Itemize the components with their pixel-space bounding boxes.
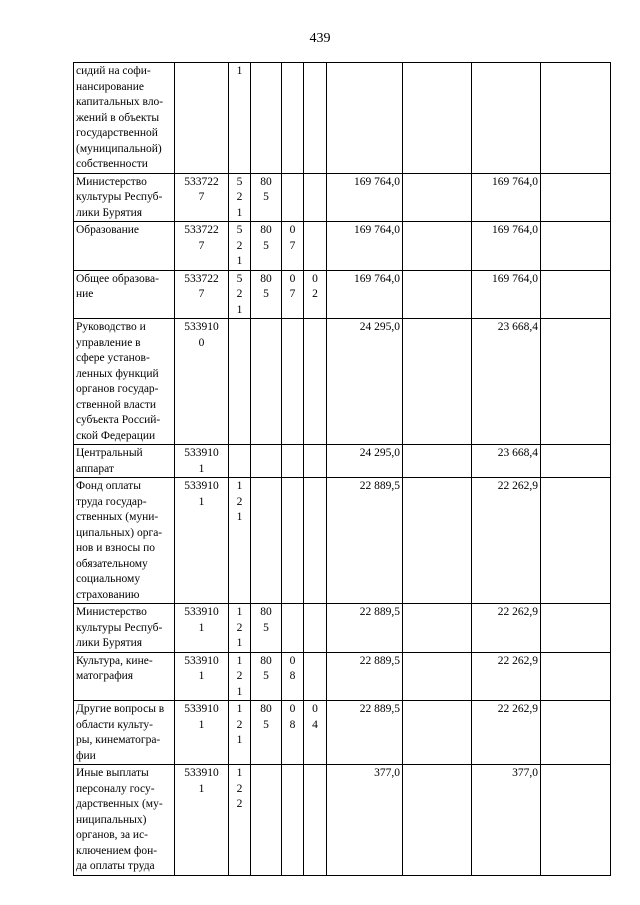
- target-code-cell: 533722 7: [175, 173, 229, 222]
- expense-type-cell: 1 2 1: [229, 652, 251, 701]
- table-row: [74, 270, 611, 319]
- amount-cell-4: [541, 765, 611, 876]
- target-code-cell: 533910 1: [175, 765, 229, 876]
- amount-cell-2: [403, 222, 472, 271]
- row-name-cell: Культура, кине- матография: [74, 652, 175, 701]
- amount-cell-4: [541, 478, 611, 604]
- expense-type-cell: 1 2 2: [229, 765, 251, 876]
- amount-cell-1: 22 889,5: [327, 478, 403, 604]
- amount-cell-1: 377,0: [327, 765, 403, 876]
- subsection-cell: [304, 445, 327, 478]
- amount-cell-3: 169 764,0: [472, 270, 541, 319]
- amount-cell-2: [403, 478, 472, 604]
- admin-code-cell: [251, 445, 282, 478]
- section-cell: [282, 173, 304, 222]
- expense-type-cell: 1: [229, 63, 251, 174]
- expense-type-cell: [229, 319, 251, 445]
- amount-cell-2: [403, 63, 472, 174]
- amount-cell-3: 23 668,4: [472, 319, 541, 445]
- amount-cell-3: 169 764,0: [472, 173, 541, 222]
- target-code-cell: 533910 1: [175, 652, 229, 701]
- admin-code-cell: 80 5: [251, 173, 282, 222]
- amount-cell-4: [541, 319, 611, 445]
- amount-cell-1: 169 764,0: [327, 270, 403, 319]
- amount-cell-3: 22 262,9: [472, 478, 541, 604]
- amount-cell-2: [403, 701, 472, 765]
- target-code-cell: 533722 7: [175, 270, 229, 319]
- amount-cell-1: 24 295,0: [327, 445, 403, 478]
- amount-cell-3: [472, 63, 541, 174]
- admin-code-cell: 80 5: [251, 604, 282, 653]
- amount-cell-2: [403, 765, 472, 876]
- table-row: [74, 478, 611, 604]
- admin-code-cell: 80 5: [251, 652, 282, 701]
- expense-type-cell: 1 2 1: [229, 701, 251, 765]
- target-code-cell: [175, 63, 229, 174]
- amount-cell-1: 22 889,5: [327, 701, 403, 765]
- amount-cell-2: [403, 604, 472, 653]
- admin-code-cell: [251, 478, 282, 604]
- amount-cell-4: [541, 173, 611, 222]
- table-row: [74, 604, 611, 653]
- amount-cell-1: 169 764,0: [327, 173, 403, 222]
- amount-cell-3: 22 262,9: [472, 604, 541, 653]
- expense-type-cell: 5 2 1: [229, 270, 251, 319]
- table-row: [74, 652, 611, 701]
- subsection-cell: [304, 222, 327, 271]
- expense-type-cell: 5 2 1: [229, 173, 251, 222]
- subsection-cell: [304, 63, 327, 174]
- admin-code-cell: [251, 765, 282, 876]
- expense-type-cell: 1 2 1: [229, 478, 251, 604]
- subsection-cell: 0 4: [304, 701, 327, 765]
- section-cell: [282, 765, 304, 876]
- amount-cell-4: [541, 604, 611, 653]
- section-cell: [282, 63, 304, 174]
- row-name-cell: сидий на софи- нансирование капитальных вло- жений в объекты государственной (муниципальной) собственности: [74, 63, 175, 174]
- amount-cell-4: [541, 270, 611, 319]
- amount-cell-3: 377,0: [472, 765, 541, 876]
- row-name-cell: Общее образова- ние: [74, 270, 175, 319]
- admin-code-cell: 80 5: [251, 222, 282, 271]
- amount-cell-1: 169 764,0: [327, 222, 403, 271]
- table-row: [74, 222, 611, 271]
- section-cell: 0 8: [282, 652, 304, 701]
- table-row: [74, 765, 611, 876]
- row-name-cell: Фонд оплаты труда государ- ственных (муни- ципальных) орга- нов и взносы по обязательному социальному страхованию: [74, 478, 175, 604]
- target-code-cell: 533910 1: [175, 445, 229, 478]
- amount-cell-3: 169 764,0: [472, 222, 541, 271]
- target-code-cell: 533910 0: [175, 319, 229, 445]
- admin-code-cell: 80 5: [251, 270, 282, 319]
- section-cell: [282, 319, 304, 445]
- amount-cell-4: [541, 222, 611, 271]
- row-name-cell: Образование: [74, 222, 175, 271]
- section-cell: [282, 445, 304, 478]
- admin-code-cell: [251, 63, 282, 174]
- row-name-cell: Центральный аппарат: [74, 445, 175, 478]
- amount-cell-3: 22 262,9: [472, 701, 541, 765]
- admin-code-cell: [251, 319, 282, 445]
- expense-type-cell: [229, 445, 251, 478]
- budget-table: [73, 62, 611, 876]
- subsection-cell: 0 2: [304, 270, 327, 319]
- amount-cell-4: [541, 63, 611, 174]
- row-name-cell: Руководство и управление в сфере установ- ленных функций органов государ- ственной власти субъекта Россий- ской Федерации: [74, 319, 175, 445]
- amount-cell-4: [541, 445, 611, 478]
- section-cell: 0 7: [282, 222, 304, 271]
- table-row: [74, 701, 611, 765]
- section-cell: [282, 604, 304, 653]
- section-cell: 0 8: [282, 701, 304, 765]
- subsection-cell: [304, 173, 327, 222]
- target-code-cell: 533910 1: [175, 604, 229, 653]
- amount-cell-1: [327, 63, 403, 174]
- subsection-cell: [304, 652, 327, 701]
- amount-cell-1: 22 889,5: [327, 652, 403, 701]
- target-code-cell: 533910 1: [175, 701, 229, 765]
- subsection-cell: [304, 478, 327, 604]
- amount-cell-2: [403, 445, 472, 478]
- amount-cell-3: 22 262,9: [472, 652, 541, 701]
- target-code-cell: 533722 7: [175, 222, 229, 271]
- amount-cell-1: 22 889,5: [327, 604, 403, 653]
- amount-cell-2: [403, 652, 472, 701]
- amount-cell-2: [403, 270, 472, 319]
- expense-type-cell: 1 2 1: [229, 604, 251, 653]
- admin-code-cell: 80 5: [251, 701, 282, 765]
- row-name-cell: Иные выплаты персоналу госу- дарственных (му- ниципальных) органов, за ис- ключением фон- да оплаты труда: [74, 765, 175, 876]
- table-row: [74, 63, 611, 174]
- page-number: 439: [309, 31, 331, 46]
- table-row: [74, 173, 611, 222]
- subsection-cell: [304, 604, 327, 653]
- table-row: [74, 319, 611, 445]
- section-cell: [282, 478, 304, 604]
- amount-cell-1: 24 295,0: [327, 319, 403, 445]
- target-code-cell: 533910 1: [175, 478, 229, 604]
- subsection-cell: [304, 319, 327, 445]
- expense-type-cell: 5 2 1: [229, 222, 251, 271]
- amount-cell-3: 23 668,4: [472, 445, 541, 478]
- amount-cell-2: [403, 173, 472, 222]
- amount-cell-4: [541, 701, 611, 765]
- amount-cell-2: [403, 319, 472, 445]
- amount-cell-4: [541, 652, 611, 701]
- row-name-cell: Министерство культуры Респуб- лики Бурятия: [74, 173, 175, 222]
- table-row: [74, 445, 611, 478]
- subsection-cell: [304, 765, 327, 876]
- row-name-cell: Другие вопросы в области культу- ры, кинематогра- фии: [74, 701, 175, 765]
- table-body: [74, 63, 611, 876]
- section-cell: 0 7: [282, 270, 304, 319]
- row-name-cell: Министерство культуры Респуб- лики Бурятия: [74, 604, 175, 653]
